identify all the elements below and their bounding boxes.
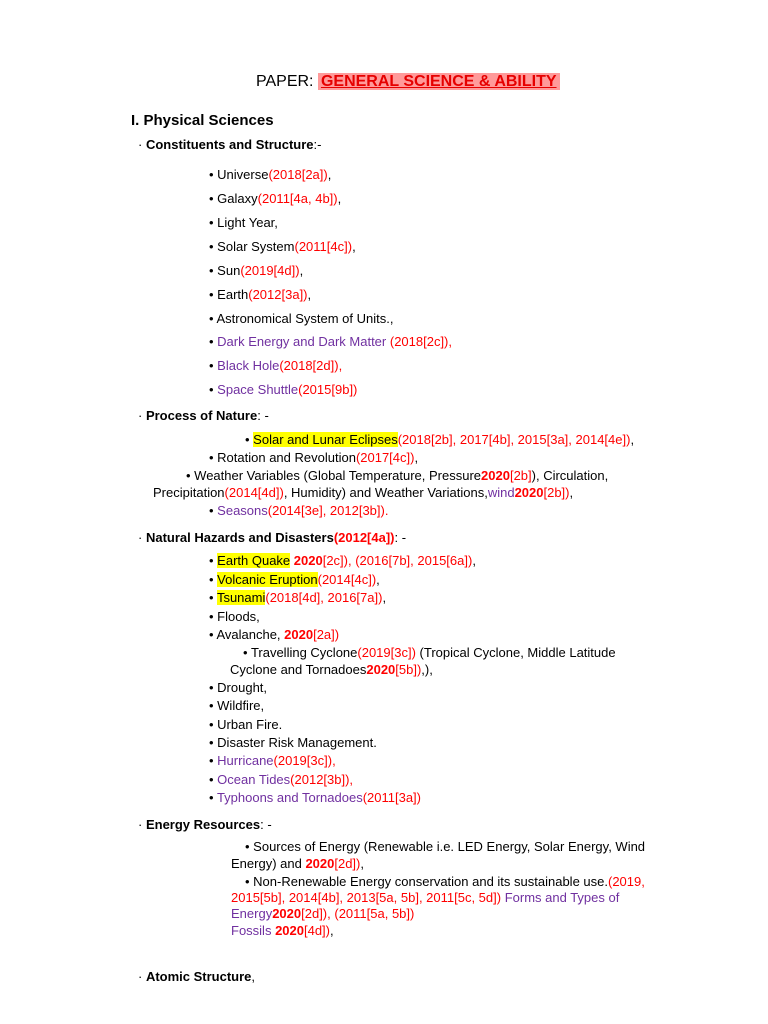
list-item: • Non-Renewable Energy conservation and its sustainable use.(2019,: [245, 874, 645, 889]
list-item: • Dark Energy and Dark Matter (2018[2c]),: [209, 334, 453, 349]
list-item: • Tsunami(2018[4d], 2016[7a]),: [209, 590, 387, 605]
list-item: • Urban Fire.: [209, 717, 283, 732]
list-item: • Weather Variables (Global Temperature, Pressure2020[2b]), Circulation,: [186, 468, 609, 483]
list-item: • Floods,: [209, 609, 260, 624]
list-item: • Sun(2019[4d]),: [209, 263, 304, 278]
list-item-continuation: Energy2020[2d]), (2011[5a, 5b]): [231, 906, 415, 921]
section-label: Atomic Structure: [145, 969, 252, 984]
list-item-continuation: 2015[5b], 2014[4b], 2013[5a, 5b], 2011[5c, 5d]) Forms and Types of: [231, 890, 620, 905]
list-item: • Avalanche, 2020[2a]): [209, 627, 340, 642]
list-item: • Disaster Risk Management.: [209, 735, 377, 750]
list-item: • Universe(2018[2a]),: [209, 167, 332, 182]
list-item: • Sources of Energy (Renewable i.e. LED Energy, Solar Energy, Wind: [245, 839, 646, 854]
list-item-continuation: Precipitation(2014[4d]), Humidity) and Weather Variations,wind2020[2b]),: [153, 485, 574, 500]
section-process: · Process of Nature: -: [138, 408, 269, 423]
list-item: • Wildfire,: [209, 698, 265, 713]
section-label: Process of Nature: [145, 408, 258, 423]
list-item: • Earth(2012[3a]),: [209, 287, 312, 302]
list-item: • Earth Quake 2020[2c]), (2016[7b], 2015[6a]),: [209, 553, 476, 568]
list-item: • Rotation and Revolution(2017[4c]),: [209, 450, 419, 465]
list-item: • Astronomical System of Units.,: [209, 311, 394, 326]
page-title: [256, 73, 560, 91]
section-atomic: · Atomic Structure,: [138, 969, 256, 984]
title-prefix: PAPER:: [256, 73, 318, 90]
part-heading: I. Physical Sciences: [131, 112, 274, 129]
list-item: • Solar System(2011[4c]),: [209, 239, 356, 254]
list-item-continuation: Cyclone and Tornadoes2020[5b]),),: [230, 662, 433, 677]
section-constituents: · Constituents and Structure:-: [138, 137, 322, 152]
list-item: • Space Shuttle(2015[9b]): [209, 382, 358, 397]
section-label: Natural Hazards and Disasters: [145, 530, 334, 545]
list-item: • Drought,: [209, 680, 268, 695]
section-hazards: · Natural Hazards and Disasters(2012[4a]): -: [138, 530, 407, 545]
section-energy: · Energy Resources: -: [138, 817, 272, 832]
list-item: • Galaxy(2011[4a, 4b]),: [209, 191, 342, 206]
list-item: • Solar and Lunar Eclipses(2018[2b], 2017[4b], 2015[3a], 2014[4e]),: [245, 432, 635, 447]
list-item: • Volcanic Eruption(2014[4c]),: [209, 572, 380, 587]
list-item: • Light Year,: [209, 215, 278, 230]
list-item: • Hurricane(2019[3c]),: [209, 753, 336, 768]
section-label: Constituents and Structure: [145, 137, 314, 152]
list-item-continuation: Energy) and 2020[2d]),: [231, 856, 364, 871]
list-item: • Ocean Tides(2012[3b]),: [209, 772, 354, 787]
list-item: • Black Hole(2018[2d]),: [209, 358, 343, 373]
section-label: Energy Resources: [145, 817, 261, 832]
list-item: • Travelling Cyclone(2019[3c]) (Tropical Cyclone, Middle Latitude: [243, 645, 616, 660]
list-item-continuation: Fossils 2020[4d]),: [231, 923, 334, 938]
list-item: • Typhoons and Tornadoes(2011[3a]): [209, 790, 421, 805]
list-item: • Seasons(2014[3e], 2012[3b]).: [209, 503, 389, 518]
title-highlight: GENERAL SCIENCE & ABILITY: [318, 73, 560, 90]
